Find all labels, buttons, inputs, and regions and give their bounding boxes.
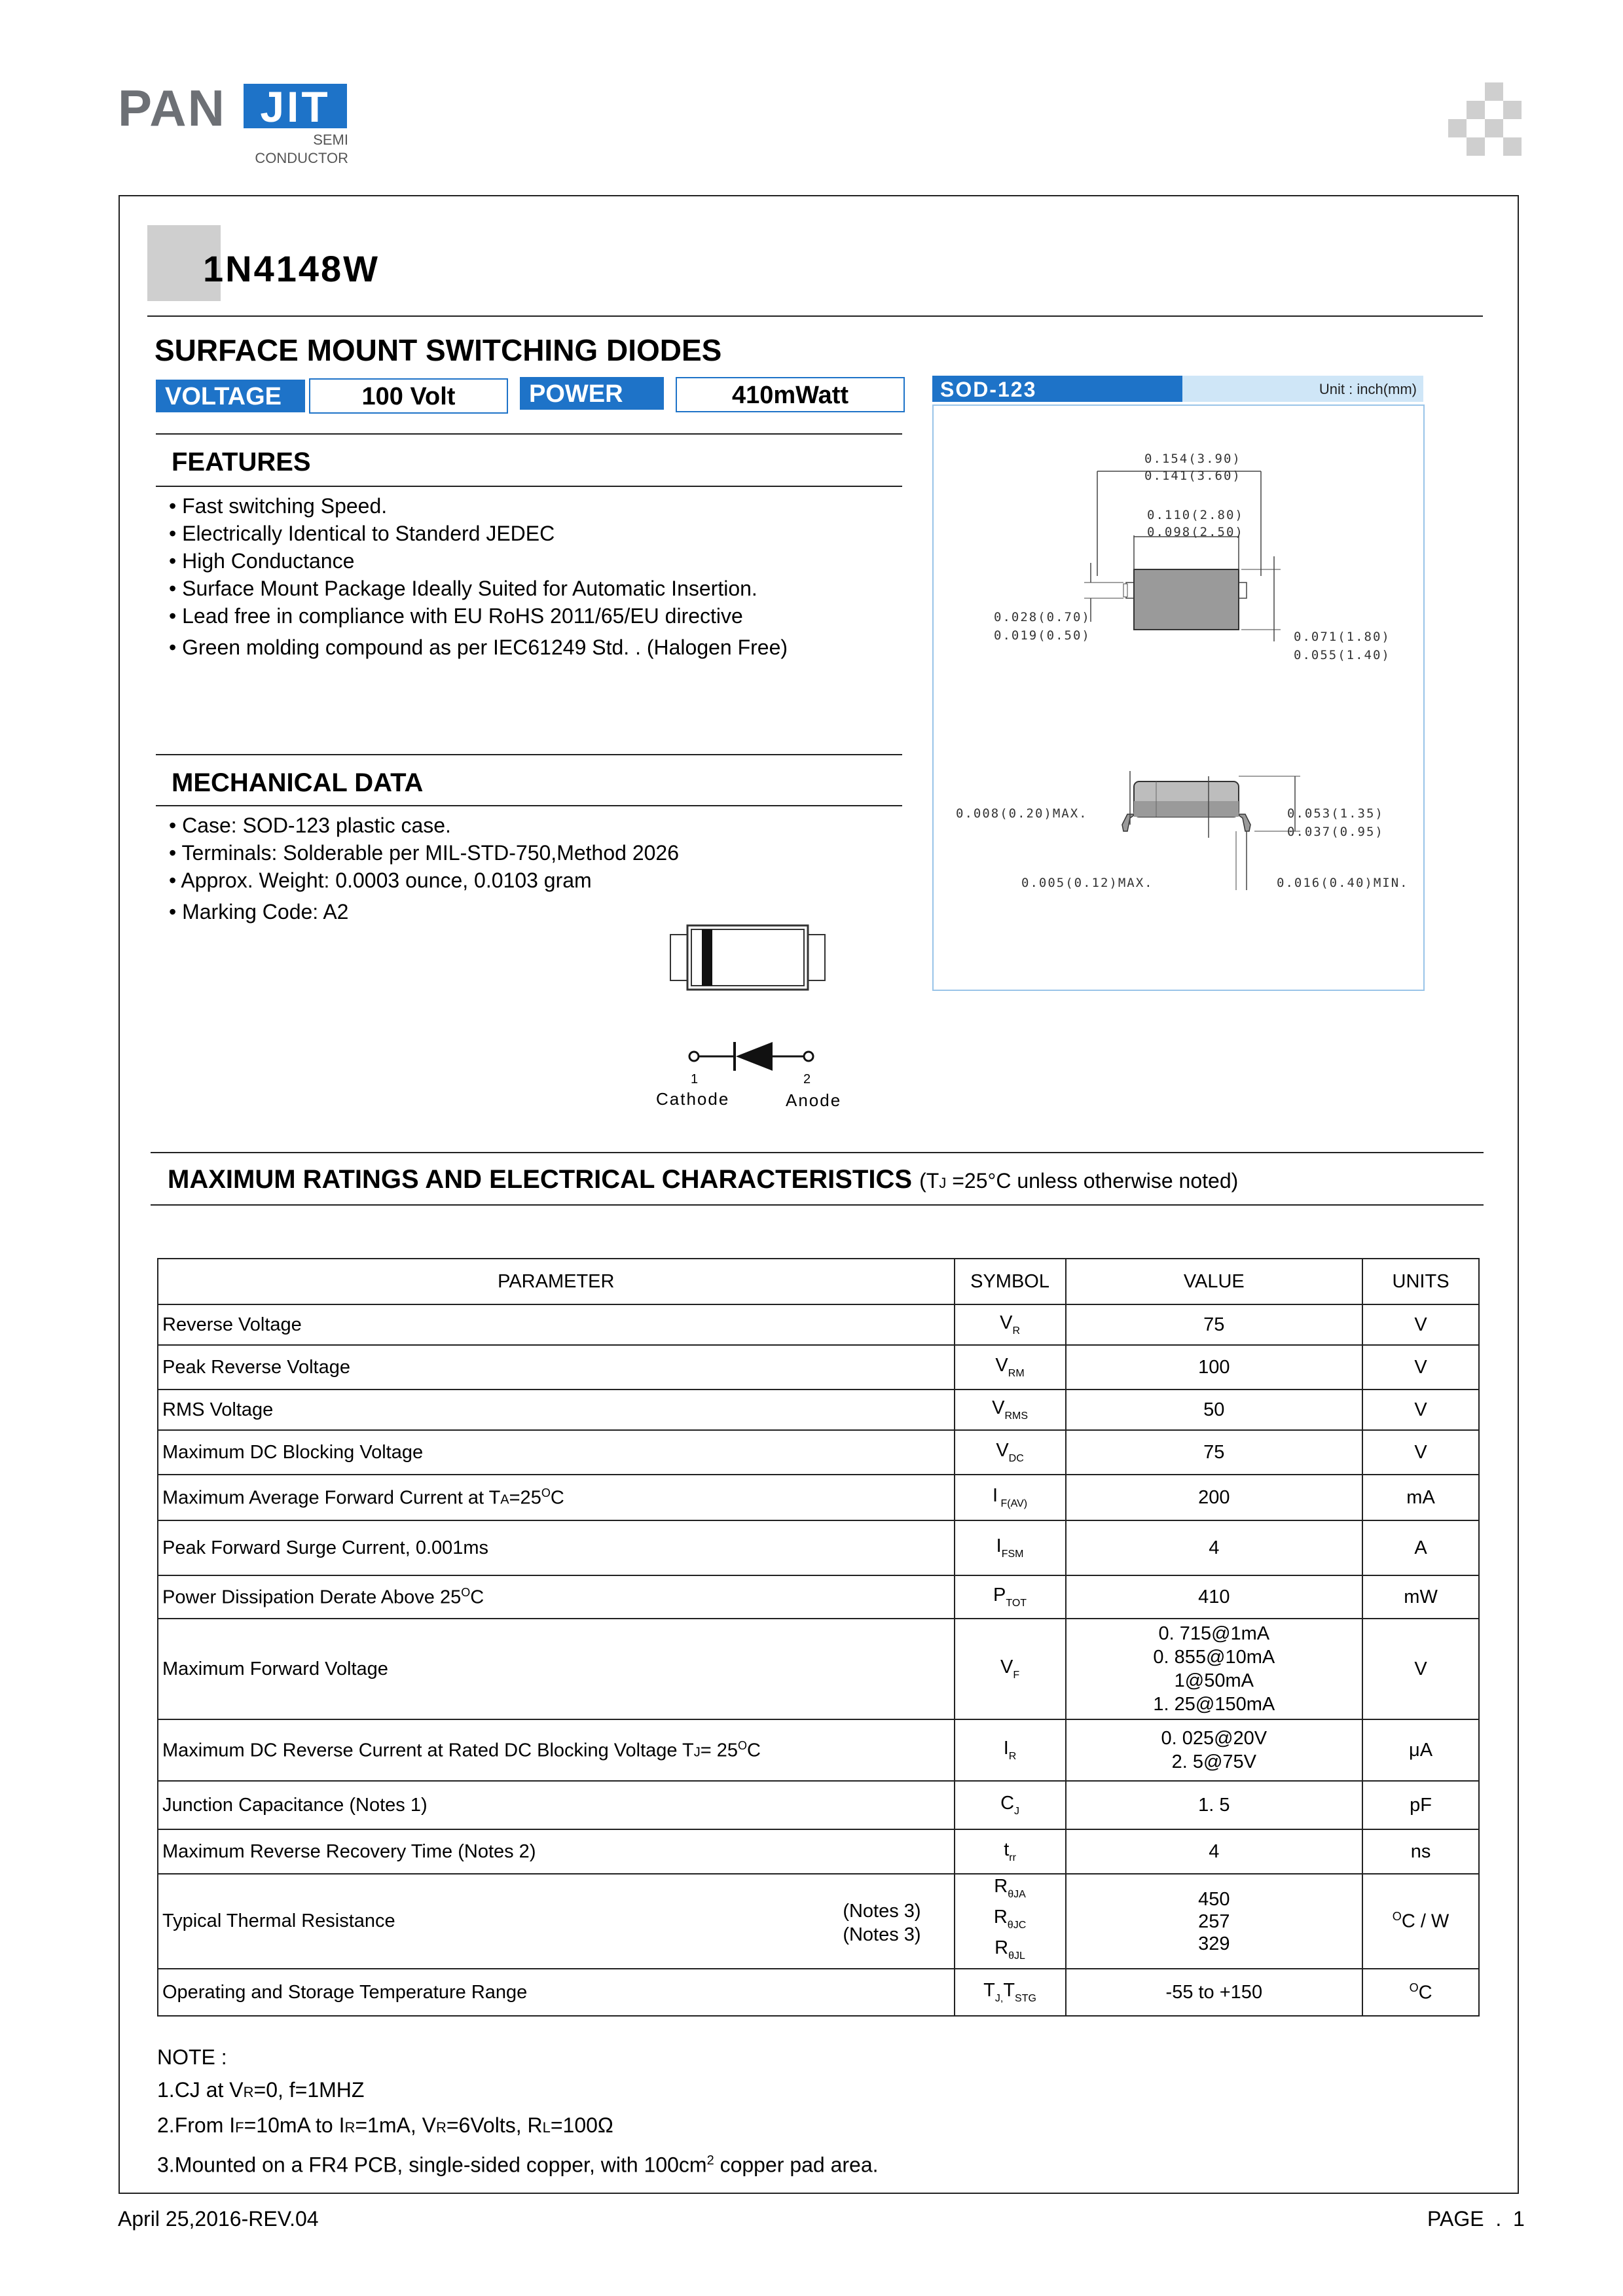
cathode-label: Cathode <box>656 1089 730 1109</box>
table-row: Peak Reverse Voltage $V_{RM}$ 100 V <box>158 1345 1479 1390</box>
table-row: Maximum Average Forward Current at $TA=25^OC$ I $_{F(AV)}$ 200 mA <box>158 1475 1479 1520</box>
features-heading: FEATURES <box>172 448 311 476</box>
logo-subtitle <box>229 131 348 168</box>
logo-pan-text: PAN <box>118 79 226 137</box>
mechanical-bottom-rule <box>156 805 902 806</box>
mechanical-list <box>169 812 679 925</box>
dim-overall-length-min: 0.141(3.60) <box>1144 469 1241 483</box>
table-row: Operating and Storage Temperature Range $T_{J,}T_{STG}$ -55 to +150 $^O$C <box>158 1969 1479 2016</box>
table-row: Reverse Voltage $V_R$ 75 V <box>158 1304 1479 1345</box>
dim-lead-width-max: 0.028(0.70) <box>994 610 1091 624</box>
mechanical-item: • Marking Code: A2 <box>169 900 349 924</box>
table-row: Maximum DC Reverse Current at Rated DC Blocking Voltage $TJ= 25^OC$ $I_R$ 0. 025@20V 2. 5@75V μA <box>158 1719 1479 1781</box>
part-number-title: 1N4148W <box>203 248 380 289</box>
notes-section <box>157 2041 879 2181</box>
header-symbol: SYMBOL <box>955 1259 1066 1304</box>
dim-height-max: 0.053(1.35) <box>1287 806 1384 821</box>
pin2-label: 2 <box>803 1072 811 1086</box>
page-subtitle: SURFACE MOUNT SWITCHING DIODES <box>155 333 722 367</box>
table-row: Maximum Reverse Recovery Time (Notes 2) $t_{rr}$ 4 ns <box>158 1829 1479 1874</box>
table-row: Maximum DC Blocking Voltage $V_{DC}$ 75 V <box>158 1430 1479 1475</box>
ratings-top-rule <box>151 1152 1484 1153</box>
feature-item: • Electrically Identical to Standerd JEDEC <box>169 522 555 545</box>
mechanical-top-rule <box>156 754 902 755</box>
table-row: Peak Forward Surge Current, 0.001ms $I_{FSM}$ 4 A <box>158 1520 1479 1575</box>
footer-date-revision: April 25,2016-REV.04 <box>118 2207 319 2231</box>
power-value-badge: 410mWatt <box>676 377 905 412</box>
feature-item: • Lead free in compliance with EU RoHS 2011/65/EU directive <box>169 604 743 628</box>
mechanical-item: • Terminals: Solderable per MIL-STD-750,Method 2026 <box>169 841 679 865</box>
ratings-table <box>157 1258 1480 2017</box>
note-1: 1.CJ at VR=0, f=1MHZ <box>157 2078 365 2102</box>
ratings-bottom-rule <box>151 1204 1484 1206</box>
table-row: Junction Capacitance (Notes 1) $C_J$ 1. 5 pF <box>158 1781 1479 1829</box>
note-2: 2.From IF=10mA to IR=1mA, VR=6Volts, RL=100Ω <box>157 2113 613 2137</box>
header-parameter: PARAMETER <box>158 1259 955 1304</box>
table-header-row <box>158 1259 1479 1304</box>
ratings-heading-note: (TJ =25°C unless otherwise noted) <box>919 1169 1239 1193</box>
package-unit-header: Unit : inch(mm) <box>1182 376 1423 402</box>
dim-height-min: 0.037(0.95) <box>1287 825 1384 839</box>
mechanical-item: • Case: SOD-123 plastic case. <box>169 814 451 837</box>
dim-lead-thickness: 0.008(0.20)MAX. <box>956 806 1088 821</box>
header-value: VALUE <box>1066 1259 1363 1304</box>
package-name-header: SOD-123 <box>932 376 1182 402</box>
dim-overall-length-max: 0.154(3.90) <box>1144 452 1241 466</box>
table-row: Power Dissipation Derate Above $25^OC$ $P_{TOT}$ 410 mW <box>158 1575 1479 1619</box>
dim-lead-length: 0.016(0.40)MIN. <box>1277 876 1409 890</box>
dim-body-width-min: 0.055(1.40) <box>1294 648 1391 662</box>
dim-body-length-min: 0.098(2.50) <box>1147 525 1244 539</box>
mechanical-heading: MECHANICAL DATA <box>172 768 424 797</box>
feature-item: • High Conductance <box>169 549 355 573</box>
notes-title: NOTE : <box>157 2045 227 2069</box>
pin1-label: 1 <box>691 1072 699 1086</box>
feature-item: • Fast switching Speed. <box>169 494 388 518</box>
feature-item: • Surface Mount Package Ideally Suited for Automatic Insertion. <box>169 577 757 600</box>
package-marking-drawing <box>648 916 864 1113</box>
dim-lead-width-min: 0.019(0.50) <box>994 628 1091 643</box>
dim-body-width-max: 0.071(1.80) <box>1294 630 1391 644</box>
voltage-value-badge: 100 Volt <box>309 378 508 414</box>
note-3: 3.Mounted on a FR4 PCB, single-sided copper, with $100cm^2$ copper pad area. <box>157 2153 879 2177</box>
logo-jit-box: JIT <box>244 84 347 128</box>
title-divider <box>147 315 1483 317</box>
table-row: Typical Thermal Resistance (Notes 3) (Notes 3) $R_{\theta JA}$ $R_{\theta JC}$ $R_{\theta JL}$ 450 257 329 $^O$C / W <box>158 1874 1479 1969</box>
features-list <box>169 492 788 661</box>
ratings-heading <box>168 1165 1238 1194</box>
table-row: RMS Voltage $V_{RMS}$ 50 V <box>158 1390 1479 1430</box>
footer-page-number: PAGE . 1 <box>1427 2207 1525 2231</box>
logo-sub-semi: SEMI <box>313 132 348 148</box>
header-units: UNITS <box>1362 1259 1479 1304</box>
table-row: Maximum Forward Voltage $V_F$ 0. 715@1mA 0. 855@10mA 1@50mA 1. 25@150mA V <box>158 1619 1479 1719</box>
dim-body-length-max: 0.110(2.80) <box>1147 508 1244 522</box>
sod123-dimension-drawing <box>934 406 1421 987</box>
anode-label: Anode <box>786 1090 842 1110</box>
dim-standoff: 0.005(0.12)MAX. <box>1021 876 1154 890</box>
logo-sub-conductor: CONDUCTOR <box>255 150 348 166</box>
voltage-label-badge: VOLTAGE <box>156 380 305 412</box>
ratings-heading-title: MAXIMUM RATINGS AND ELECTRICAL CHARACTERISTICS <box>168 1165 913 1194</box>
power-label-badge: POWER <box>520 377 664 410</box>
feature-item: • Green molding compound as per IEC61249 Std. . (Halogen Free) <box>169 636 788 659</box>
features-top-rule <box>156 433 902 435</box>
features-bottom-rule <box>156 486 902 487</box>
mechanical-item: • Approx. Weight: 0.0003 ounce, 0.0103 gram <box>169 869 592 892</box>
